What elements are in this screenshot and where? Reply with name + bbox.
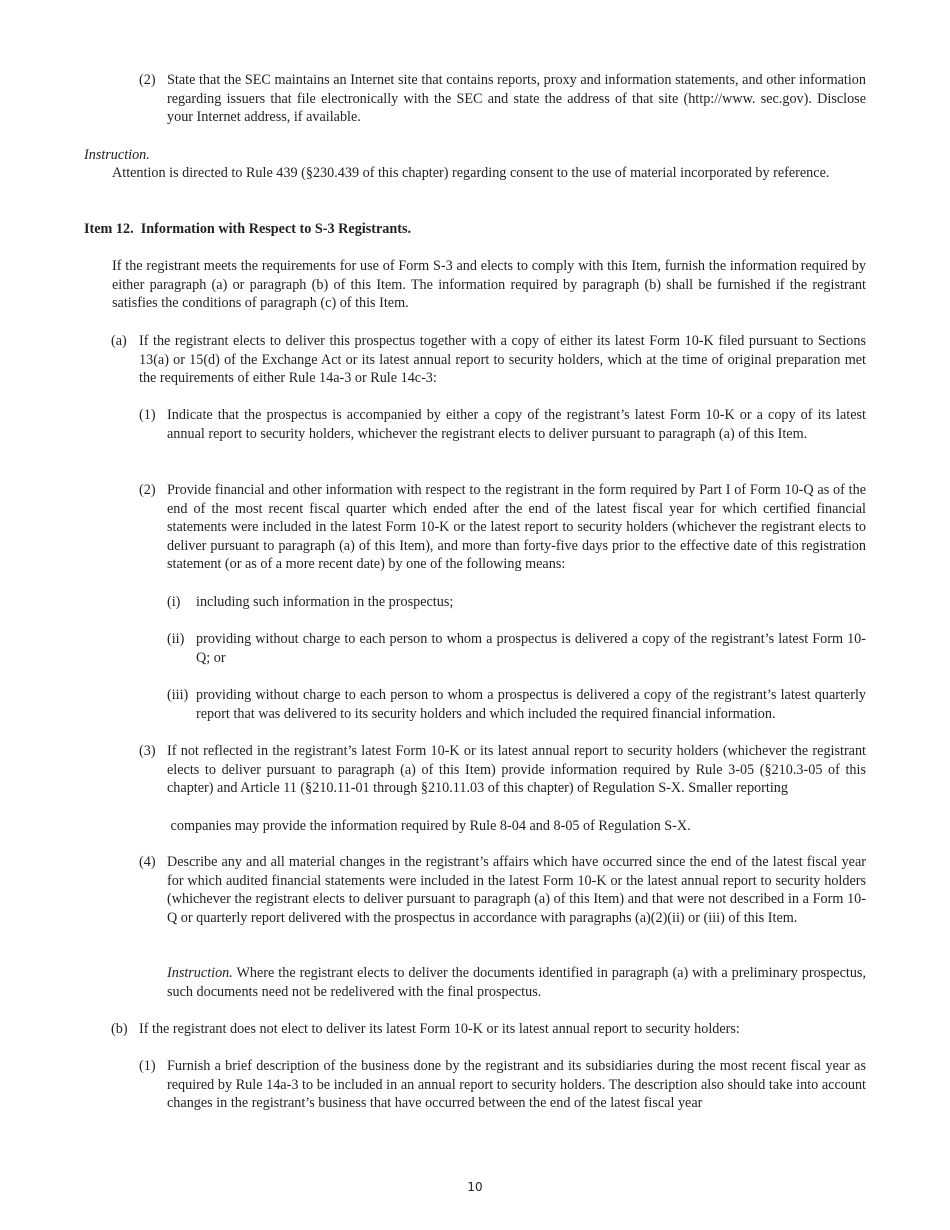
paragraph-ii-text: providing without charge to each person to whom a prospectus is delivered a copy of the registrant’s latest Form 10-Q; or bbox=[196, 631, 866, 666]
paragraph-i-text: including such information in the prospectus; bbox=[196, 594, 454, 610]
paragraph-a-text: If the registrant elects to deliver this prospectus together with a copy of either its latest Form 10-K filed pursuant to Sections 13(a) or 15(d) of the Exchange Act or its latest annual report to security holders, which at the time of original preparation met the requirements of either Rule 14a-3 or Rule 14c-3: bbox=[139, 333, 866, 386]
item-number: (iii) bbox=[167, 687, 189, 703]
paragraph-b1-text: Furnish a brief description of the business done by the registrant and its subsidiaries during the most recent fiscal year as required by Rule 14a-3 to be included in an annual report to security holders. The description also should take into account changes in the registrant’s business that have occurred between the end of the latest fiscal year bbox=[167, 1058, 866, 1111]
item-number: (ii) bbox=[167, 631, 185, 647]
item-number: (4) bbox=[139, 854, 156, 870]
page-number: 10 bbox=[467, 1180, 483, 1194]
paragraph-iii-text: providing without charge to each person to whom a prospectus is delivered a copy of the registrant’s latest quarterly report that was delivered to its security holders and which included the required financial information. bbox=[196, 687, 866, 722]
intro-paragraph: If the registrant meets the requirements for use of Form S-3 and elects to comply with this Item, furnish the information required by either paragraph (a) or paragraph (b) of this Item. The information required by paragraph (b) shall be furnished if the registrant satisfies the conditions of paragraph (c) of this Item. bbox=[112, 258, 866, 311]
paragraph-a1-text: Indicate that the prospectus is accompanied by either a copy of the registrant’s latest Form 10-K or a copy of its latest annual report to security holders, whichever the registrant elects to deliver pursuant to paragraph (a) of this Item. bbox=[167, 407, 866, 442]
paragraph-a2-text: Provide financial and other information with respect to the registrant in the form required by Part I of Form 10-Q as of the end of the most recent fiscal quarter which ended after the end of the latest fiscal year for which certified financial statements were included in the latest Form 10-K or the latest report to security holders (whichever the registrant elects to deliver pursuant to paragraph (a) of this Item), and more than forty-five days prior to the effective date of this registration statement (or as of a more recent date) by one of the following means: bbox=[167, 482, 866, 572]
instruction-paragraph bbox=[167, 964, 866, 1001]
paragraph-text: State that the SEC maintains an Internet site that contains reports, proxy and information statements, and other information regarding issuers that file electronically with the SEC and state the address of that site (http://www. sec.gov). Disclose your Internet address, if available. bbox=[167, 72, 866, 125]
item-number: (b) bbox=[111, 1021, 128, 1037]
item-number: (2) bbox=[139, 72, 156, 88]
instruction-text: Where the registrant elects to deliver the documents identified in paragraph (a) with a preliminary prospectus, such documents need not be redelivered with the final prospectus. bbox=[167, 965, 866, 1000]
instruction-text: Attention is directed to Rule 439 (§230.439 of this chapter) regarding consent to the use of material incorporated by reference. bbox=[112, 165, 830, 181]
item-number: (a) bbox=[111, 333, 127, 349]
paragraph-a4-text: Describe any and all material changes in the registrant’s affairs which have occurred since the end of the latest fiscal year for which audited financial statements were included in the latest Form 10-K or the latest annual report to security holders (whichever the registrant elects to deliver pursuant to paragraph (a) of this Item) and that were not described in a Form 10-Q or quarterly report delivered with the prospectus in accordance with paragraphs (a)(2)(ii) or (iii) of this Item. bbox=[167, 854, 866, 926]
paragraph-b-text: If the registrant does not elect to deliver its latest Form 10-K or its latest annual report to security holders: bbox=[139, 1021, 740, 1037]
instruction-label: Instruction. bbox=[84, 147, 150, 163]
item-number: (2) bbox=[139, 482, 156, 498]
item-number: (3) bbox=[139, 743, 156, 759]
item-number: (1) bbox=[139, 407, 156, 423]
item-number: (1) bbox=[139, 1058, 156, 1074]
section-heading: Item 12. Information with Respect to S-3 Registrants. bbox=[84, 221, 412, 237]
item-number: (i) bbox=[167, 594, 181, 610]
paragraph-a3-text: If not reflected in the registrant’s latest Form 10-K or its latest annual report to security holders (whichever the registrant elects to deliver pursuant to paragraph (a) of this Item) provide information required by Rule 3-05 (§210.3-05 of this chapter) and Article 11 (§210.11-01 through §210.11.03 of this chapter) of Regulation S-X. Smaller reporting bbox=[167, 743, 866, 796]
instruction-label: Instruction. bbox=[167, 965, 233, 981]
paragraph-a3-continuation: companies may provide the information required by Rule 8-04 and 8-05 of Regulation S-X. bbox=[167, 818, 691, 834]
